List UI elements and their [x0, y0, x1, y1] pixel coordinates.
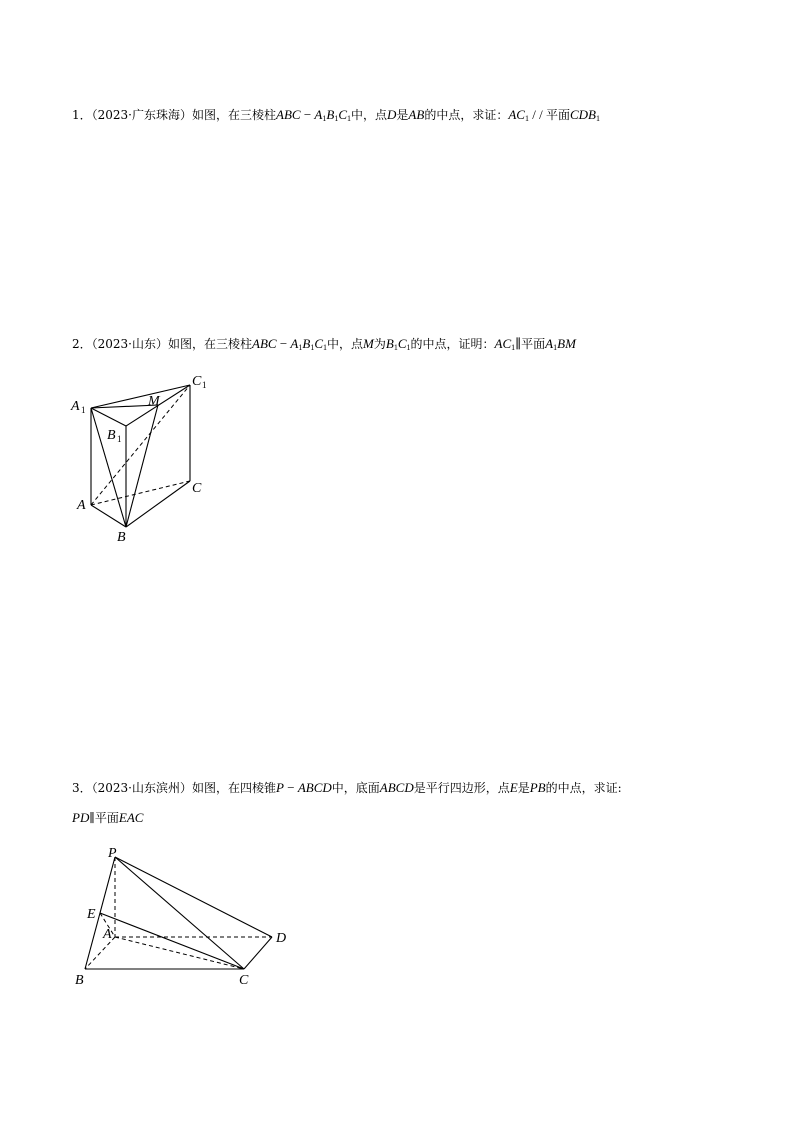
math-expression: $A_1BM$	[545, 336, 576, 352]
math-expression: ABC − $A_1B_1C_1$	[252, 336, 327, 352]
problem-text: 中，底面	[331, 781, 380, 795]
math-expression: D	[387, 107, 397, 122]
label-c: C	[239, 973, 249, 988]
label-a1-sub: 1	[81, 405, 86, 415]
math-expression: P − ABCD	[276, 780, 332, 795]
label-m: M	[148, 394, 160, 409]
problem-source: （2023·山东）	[91, 337, 168, 351]
problem-text: 是平行四边形，点	[413, 781, 510, 795]
label-a: A	[103, 927, 112, 942]
label-c1: C	[192, 374, 202, 389]
label-d: D	[276, 931, 287, 946]
problem-text: 中，点	[351, 108, 388, 122]
label-c: C	[192, 481, 202, 496]
problem-source: （2023·广东珠海）	[91, 108, 192, 122]
math-expression: $B_1C_1$	[385, 336, 411, 352]
problem-text: 平面	[521, 337, 546, 351]
label-p: P	[108, 846, 117, 861]
problem-number: 2．	[72, 337, 92, 351]
problem-text: 如图，在三棱柱	[168, 337, 253, 351]
math-expression: PB	[529, 780, 546, 795]
problem-source: （2023·山东滨州）	[91, 781, 192, 795]
label-a: A	[77, 498, 86, 513]
label-c1-sub: 1	[202, 380, 207, 390]
problem-text: 的中点，证明：	[410, 337, 495, 351]
parallel-symbol: ∥	[89, 811, 95, 825]
label-b1-sub: 1	[117, 434, 122, 444]
math-expression: E	[509, 780, 518, 795]
edge-cd	[244, 937, 272, 969]
problem-text: 平面	[545, 108, 570, 122]
math-expression: AB	[408, 107, 425, 122]
math-expression: EAC	[118, 810, 144, 825]
problem-text: 平面	[94, 811, 119, 825]
label-a1: A	[71, 399, 80, 414]
edge-ec	[100, 913, 244, 969]
problem-text: 中，点	[327, 337, 364, 351]
math-expression: $CDB_1$	[569, 107, 600, 123]
problem-text: 为	[373, 337, 386, 351]
problem-number: 3．	[72, 781, 92, 795]
label-b1: B	[107, 428, 116, 443]
math-expression: $AC_1$ / /	[508, 107, 546, 123]
problem-text: 的中点，求证：	[424, 108, 509, 122]
problem-number: 1．	[72, 108, 92, 122]
math-expression: PD	[72, 810, 90, 825]
problem-text: 是	[517, 781, 530, 795]
problem-text: 的中点，求证:	[545, 781, 622, 795]
math-expression: M	[363, 336, 374, 351]
problem-text: 如图，在四棱锥	[192, 781, 277, 795]
label-b: B	[75, 973, 84, 988]
math-expression: ABCD	[379, 780, 414, 795]
math-expression: ABC − $A_1B_1C_1$	[276, 107, 351, 123]
edge-ac-hidden	[115, 937, 244, 969]
problem-text: 如图，在三棱柱	[192, 108, 277, 122]
label-b: B	[117, 530, 126, 545]
problem-text: 是	[396, 108, 409, 122]
label-e: E	[87, 907, 96, 922]
math-expression: $AC_1\parallel$	[494, 336, 522, 352]
